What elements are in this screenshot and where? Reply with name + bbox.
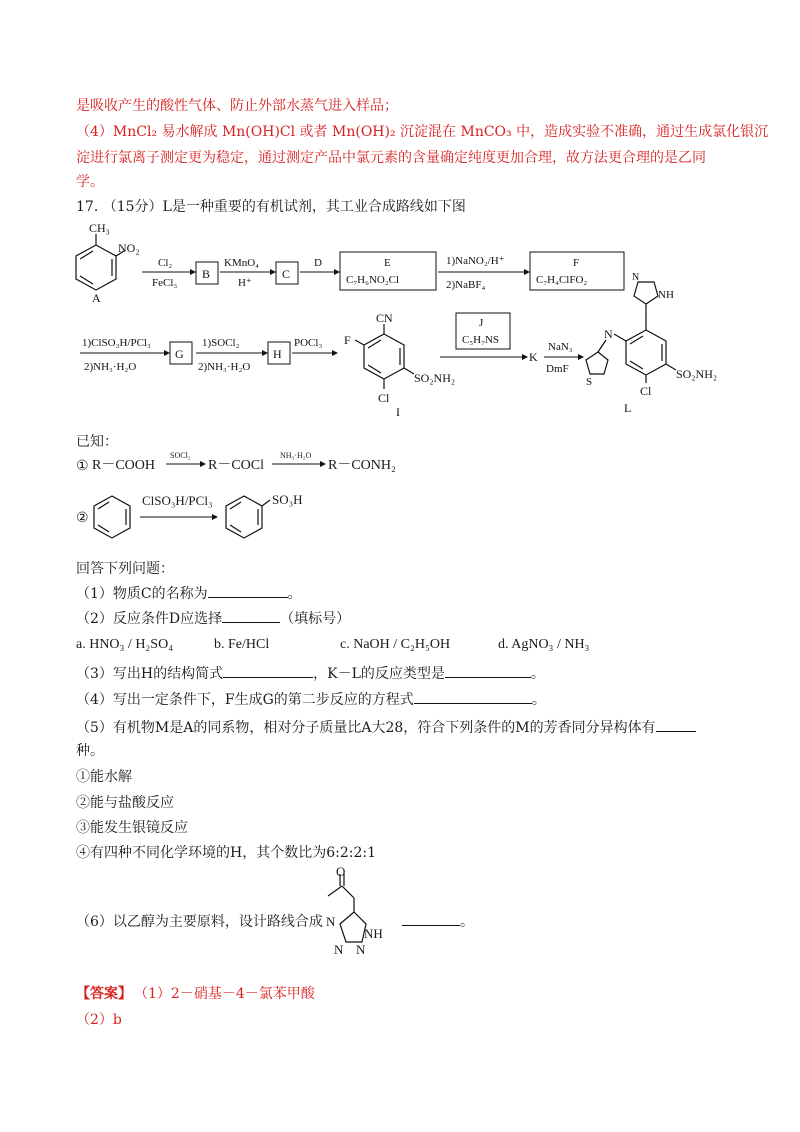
compound-a-structure (76, 234, 124, 290)
arrow9-top: NaN₃ (548, 341, 573, 353)
box-j-name: J (479, 317, 484, 329)
compound-l-cl: Cl (640, 384, 652, 398)
box-e-name: E (384, 257, 391, 269)
arrow1-top: Cl₂ (158, 257, 173, 269)
q2-text: （2）反应条件D应选择 (76, 611, 223, 627)
arrow9-bottom: DmF (546, 363, 569, 375)
q6-n-left: N (326, 914, 336, 929)
q1-end: 。 (287, 586, 302, 602)
synthesis-scheme (0, 215, 800, 420)
q6-text: （6）以乙醇为主要原料，设计路线合成 (76, 914, 323, 930)
q2-option-a: a. HNO₃ / H₂SO₄ (76, 637, 174, 652)
q6-answer-line (402, 912, 474, 932)
known-1-num: ① (76, 458, 89, 474)
q6-blank[interactable] (402, 925, 460, 926)
prev-answer-line-4: 学。 (76, 174, 104, 190)
q2-option-d: d. AgNO₃ / NH₃ (498, 637, 590, 652)
known-2-so3h: SO₃H (272, 492, 303, 507)
arrow5-top: 1)ClSO₃H/PCl₃ (82, 337, 151, 349)
compound-i-so2nh2: SO₂NH₂ (414, 371, 456, 385)
known-2-reagent: ClSO₃H/PCl₃ (142, 493, 213, 508)
box-f-name: F (573, 257, 580, 269)
box-g-label: G (175, 347, 184, 361)
q4-text: （4）写出一定条件下，F生成G的第二步反应的方程式 (76, 692, 414, 708)
arrow7-top: POCl₃ (294, 337, 323, 349)
compound-i-cl: Cl (378, 391, 390, 405)
answer-2: （2）b (76, 1012, 122, 1028)
qa-intro: 回答下列问题： (76, 561, 174, 577)
compound-l-tetrazole-n-top: N (632, 272, 640, 283)
q6-end: 。 (460, 914, 474, 930)
compound-a-no2: NO₂ (118, 241, 140, 255)
arrow3-top: D (314, 257, 322, 269)
q1 (76, 584, 302, 604)
prev-answer-line-1: 是吸收产生的酸性气体、防止外部水蒸气进入样品； (76, 98, 398, 114)
arrow5-bottom: 2)NH₃·H₂O (84, 361, 137, 373)
known-title: 已知： (76, 434, 118, 450)
compound-l-thiophene-s: S (586, 376, 593, 388)
q5-condition-2: ②能与盐酸反应 (76, 795, 174, 811)
q4 (76, 690, 546, 710)
q5-text: （5）有机物M是A的同系物，相对分子质量比A大28，符合下列条件的M的芳香同分异构体有 (76, 720, 656, 736)
q4-end: 。 (531, 692, 546, 708)
q5-blank[interactable] (656, 731, 696, 732)
box-f-formula: C₇H₄ClFO₂ (536, 274, 588, 286)
q2 (76, 609, 350, 629)
compound-l-tetrazole-nh: NH (658, 289, 674, 301)
known-1-reagent-b: NH₃·H₂O (280, 451, 312, 460)
arrow2-bottom: H⁺ (238, 277, 252, 289)
known-2-num: ② (76, 510, 89, 526)
arrow1-bottom: FeCl₃ (152, 277, 178, 289)
arrow2-top: KMnO₄ (224, 257, 260, 269)
answer-1: （1）2－硝基－4－氯苯甲酸 (134, 986, 315, 1002)
prev-answer-line-3: 淀进行氯离子测定更为稳定，通过测定产品中氯元素的含量确定纯度更加合理，故方法更合理的是乙同 (76, 150, 706, 166)
q5 (76, 718, 696, 738)
known-1-intermediate: R－COCl (208, 458, 265, 473)
compound-i-f: F (344, 333, 351, 347)
q6-o: O (336, 864, 346, 879)
q3-text-2: ，K－L的反应类型是 (313, 666, 445, 682)
compound-l-link-n: N (604, 327, 613, 341)
q6-n-bottom-right: N (356, 942, 366, 957)
answer-tag: 【答案】 (76, 986, 132, 1002)
q1-blank[interactable] (208, 597, 288, 598)
box-h-label: H (273, 347, 282, 361)
box-c-label: C (282, 267, 291, 281)
q1-text: （1）物质C的名称为 (76, 586, 208, 602)
box-b-label: B (202, 267, 211, 281)
compound-i-structure (355, 324, 414, 389)
q2-option-c: c. NaOH / C₂H₅OH (340, 637, 451, 652)
question-17-header: 17. （15分）L是一种重要的有机试剂，其工业合成路线如下图 (76, 199, 466, 215)
compound-a-label: A (92, 291, 101, 305)
q5-condition-4: ④有四种不同化学环境的H，其个数比为6:2:2:1 (76, 845, 376, 861)
compound-l-label: L (624, 401, 632, 415)
known-1-reagent-a: SOCl₂ (170, 451, 191, 460)
q5-end: 种。 (76, 743, 104, 759)
arrow4-bottom: 2)NaBF₄ (446, 279, 486, 291)
q3-text: （3）写出H的结构简式 (76, 666, 224, 682)
arrow4-top: 1)NaNO₂/H⁺ (446, 255, 505, 267)
arrow6-top: 1)SOCl₂ (202, 337, 240, 349)
q3 (76, 664, 545, 684)
compound-i-label: I (396, 405, 400, 419)
compound-a-ch3: CH₃ (89, 221, 110, 235)
prev-answer-line-2: （4）MnCl₂ 易水解成 Mn(OH)Cl 或者 Mn(OH)₂ 沉淀混在 MnCO₃ 中，造成实验不准确，通过生成氯化银沉 (76, 124, 769, 140)
q6-nh: NH (364, 926, 383, 941)
compound-k-label: K (529, 350, 538, 364)
box-j-formula: C₅H₇NS (462, 334, 500, 346)
q2-option-b: b. Fe/HCl (214, 637, 270, 652)
arrow6-bottom: 2)NH₃·H₂O (198, 361, 251, 373)
compound-l-so2nh2: SO₂NH₂ (676, 367, 718, 381)
q6-n-bottom-left: N (334, 942, 344, 957)
known-1-product: R－CONH₂ (328, 458, 396, 473)
known-1-reactant: R－COOH (92, 458, 156, 473)
q5-condition-1: ①能水解 (76, 769, 132, 785)
q3-blank-1[interactable] (223, 677, 313, 678)
q4-blank[interactable] (414, 703, 532, 704)
box-e-formula: C₇H₆NO₂Cl (346, 274, 400, 286)
q2-end: （填标号） (280, 611, 351, 627)
compound-i-cn: CN (376, 311, 393, 325)
q2-blank[interactable] (222, 622, 280, 623)
q5-condition-3: ③能发生银镜反应 (76, 820, 188, 836)
q3-blank-2[interactable] (445, 677, 531, 678)
q3-end: 。 (530, 666, 545, 682)
